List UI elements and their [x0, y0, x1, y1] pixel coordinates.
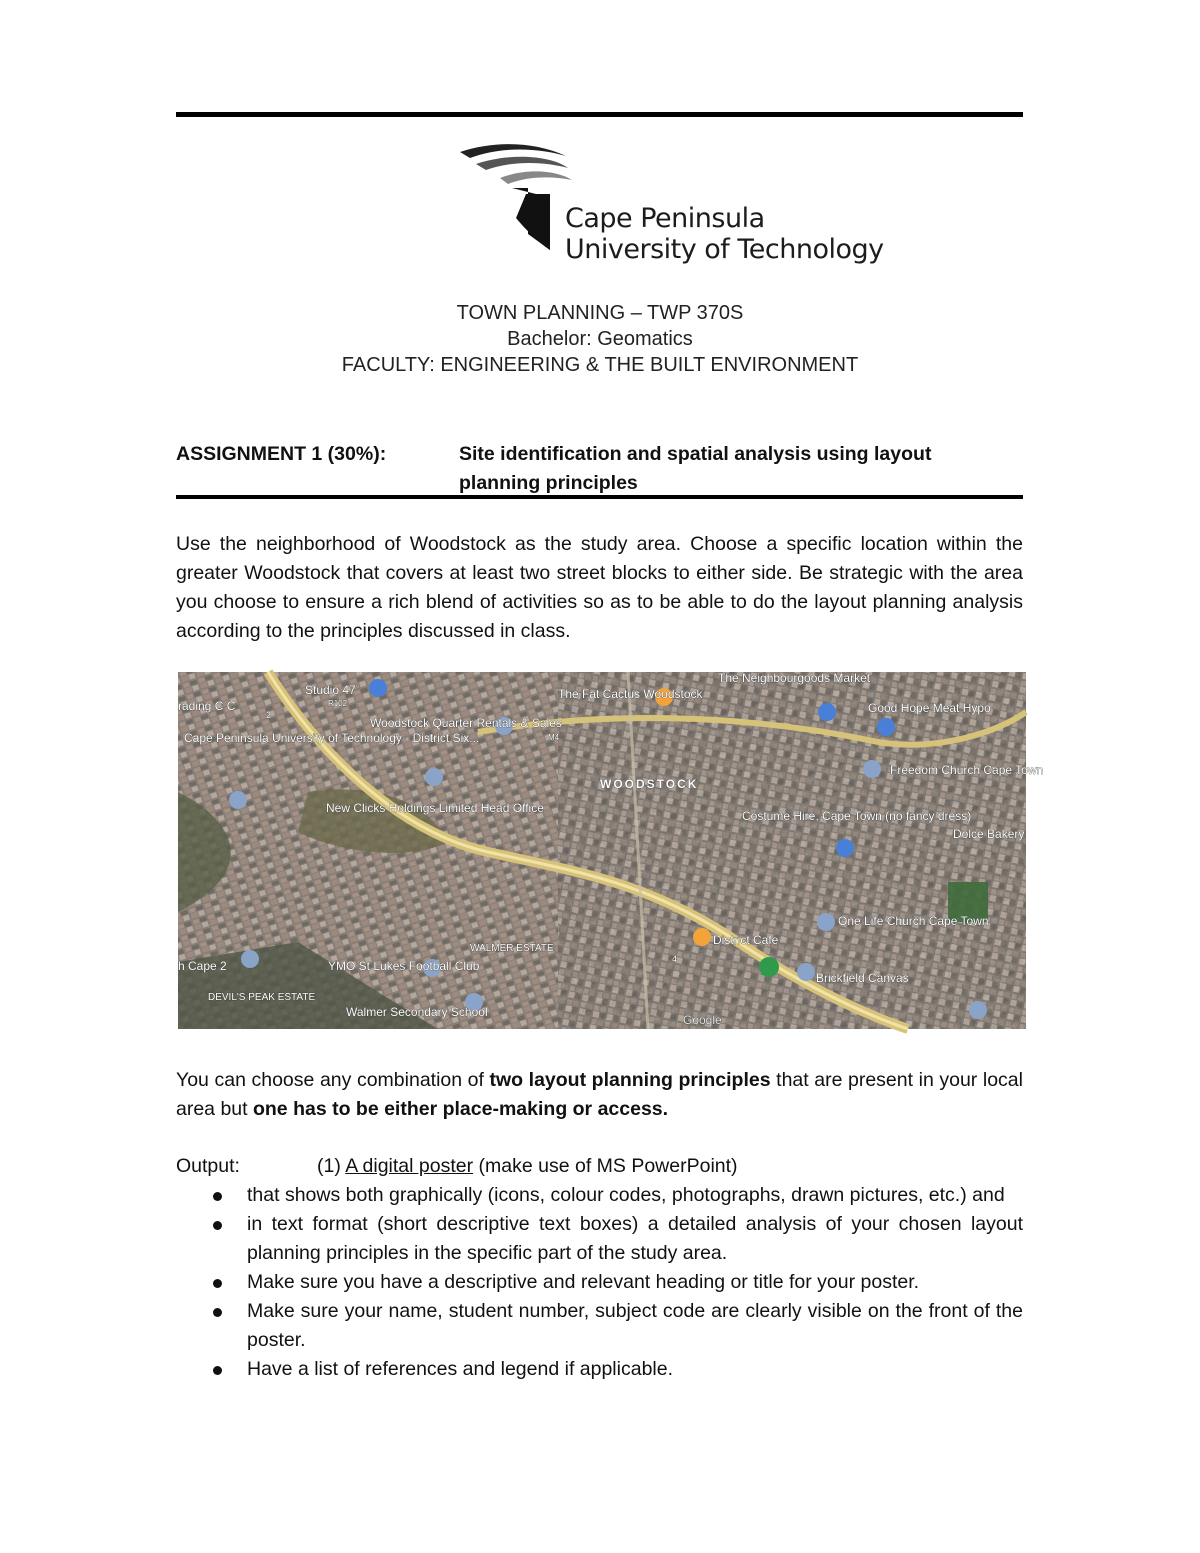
intro-paragraph: Use the neighborhood of Woodstock as the study area. Choose a specific location within the greater Woodstock that covers at least two street blocks to either side. Be strategic with the area you choose to ensure a rich blend of activities so as to be able to do the layout planning analysis according to the principles discussed in class. [176, 533, 1023, 642]
bullet-icon [213, 1221, 222, 1230]
map-label: The Neighbourgoods Market [718, 671, 871, 685]
bullet-icon [213, 1308, 222, 1317]
principles-text: that are present in your local area but [176, 1069, 1023, 1120]
map-label: rading C C [178, 699, 236, 713]
bullet-icon [213, 1192, 222, 1201]
list-item: that shows both graphically (icons, colour codes, photographs, drawn pictures, etc.) and [176, 1181, 1023, 1210]
requirements-list [176, 1181, 1023, 1384]
map-label: Costume Hire, Cape Town (no fancy dress) [742, 809, 972, 823]
map-label: Brickfield Canvas [816, 971, 909, 985]
map-label: Good Hope Meat Hypo [868, 701, 991, 715]
map-label: One Life Church Cape Town [838, 914, 989, 928]
bullet-icon [213, 1279, 222, 1288]
output-tool: (make use of MS PowerPoint) [473, 1155, 738, 1177]
principles-paragraph [176, 1066, 1023, 1124]
principles-text: . [662, 1098, 669, 1120]
map-label: The Fat Cactus Woodstock [558, 687, 703, 701]
course-title: TOWN PLANNING – TWP 370S [456, 302, 744, 324]
map-label: Dolce Bakery [953, 827, 1025, 841]
top-rule [176, 112, 1023, 117]
assignment-title: Site identification and spatial analysis using layout planning principles [459, 443, 932, 494]
map-label: Cape Peninsula University of Technology - District Six... [184, 731, 480, 745]
logo-name-line1: Cape Peninsula [565, 203, 765, 234]
digital-poster-text: A digital poster [345, 1155, 474, 1177]
list-item: Have a list of references and legend if applicable. [176, 1355, 1023, 1384]
map-label: 4 [672, 954, 678, 964]
output-number: (1) [317, 1155, 346, 1177]
list-item: Make sure you have a descriptive and relevant heading or title for your poster. [176, 1268, 1023, 1297]
map-label: R102 [328, 699, 348, 708]
assignment-label: ASSIGNMENT 1 (30%): [176, 443, 387, 465]
list-item: in text format (short descriptive text boxes) a detailed analysis of your chosen layout planning principles in the specific part of the study area. [176, 1210, 1023, 1268]
map-label: M4 [548, 733, 560, 742]
map-label: 2 [266, 710, 272, 720]
map-label: WALMER ESTATE [470, 943, 554, 954]
map-label: DEVIL'S PEAK ESTATE [208, 992, 316, 1003]
logo-name-line2: University of Technology [565, 234, 884, 265]
principles-emphasis: one has to be either place-making or access [252, 1098, 663, 1120]
map-label: New Clicks Holdings Limited Head Office [326, 801, 544, 815]
principles-text: You can choose any combination of [176, 1069, 490, 1091]
map-label: Studio 47 [305, 683, 356, 697]
output-description [317, 1152, 738, 1181]
map-label: Freedom Church Cape Town [890, 763, 1044, 777]
faculty-name: FACULTY: ENGINEERING & THE BUILT ENVIRONMENT [341, 354, 859, 376]
principles-emphasis: two layout planning principles [489, 1069, 771, 1091]
list-item: Make sure your name, student number, subject code are clearly visible on the front of the poster. [176, 1297, 1023, 1355]
map-label: YMO St Lukes Football Club [328, 959, 480, 973]
map-label: Woodstock Quarter Rentals & Sales [370, 716, 562, 730]
bullet-icon [213, 1366, 222, 1375]
section-rule [176, 495, 1023, 499]
degree-name: Bachelor: Geomatics [507, 328, 693, 350]
map-label: District Cafe [713, 933, 779, 947]
map-label: WOODSTOCK [600, 777, 699, 791]
map-label: h Cape 2 [178, 959, 227, 973]
map-label: Walmer Secondary School [346, 1005, 488, 1019]
map-label: Google [683, 1013, 722, 1027]
output-label: Output: [176, 1155, 240, 1177]
woodstock-satellite-map [178, 671, 1044, 1029]
